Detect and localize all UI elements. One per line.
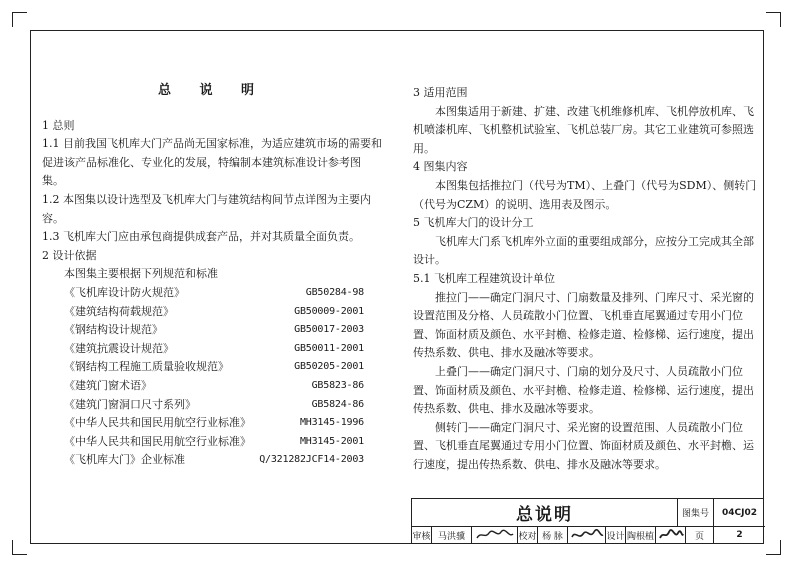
designer-signature-mark [658,529,684,541]
checker-signature-mark [570,529,604,541]
review-label: 审核 [412,527,432,543]
crop-mark-bottom-right [766,540,781,555]
standard-name: 《建筑门窗术语》 [64,378,152,392]
section-3-heading: 3 适用范围 [413,86,468,99]
standard-code: GB50011-2001 [294,342,364,354]
atlas-number: 04CJ02 [714,499,765,527]
reviewer-name: 马洪骥 [432,527,472,543]
standard-code: MH3145-2001 [299,435,364,447]
crop-mark-bottom-left [12,540,27,555]
standard-name: 《中华人民共和国民用航空行业标准》 [64,434,251,448]
standard-name: 《建筑门窗洞口尺寸系列》 [64,397,196,411]
section-1-heading: 1 总则 [42,118,75,132]
standard-code: GB50205-2001 [294,361,364,373]
page-title: 总 说 明 [157,83,267,98]
crop-mark-top-right [766,12,781,27]
section-5-heading: 5 飞机库大门的设计分工 [413,216,534,230]
atlas-label: 图集号 [678,499,714,527]
side-hinged-door-text: 侧转门——确定门洞尺寸、采光窗的设置范围、人员疏散小门位置、飞机垂直尾翼通过专用小门位置、饰面材质及颜色、水平封檐、运行速度，提出传热系数、供电、排水及融冰等要求。 [413,420,754,471]
standard-item [42,303,382,322]
sliding-door-text: 推拉门——确定门洞尺寸、门扇数量及排列、门库尺寸、采光窗的设置范围及分格、人员疏散小门位置、飞机垂直尾翼通过专用小门位置、饰面材质及颜色、水平封檐、检修走道、检修梯、运行速度，提出传热系数、供电、排水及融冰等要求。 [413,290,754,360]
clause-5-1: 5.1 飞机库工程建筑设计单位 [413,271,555,285]
standard-name: 《建筑抗震设计规范》 [64,341,174,355]
reviewer-signature-mark [475,529,515,541]
standard-item [42,340,382,359]
standard-name: 《飞机库大门》企业标准 [64,453,185,467]
standard-item [42,451,382,470]
standard-name: 《中华人民共和国民用航空行业标准》 [64,416,251,430]
left-column [42,58,382,470]
check-label: 校对 [518,527,538,543]
standard-name: 《建筑结构荷载规范》 [64,304,174,318]
standard-item [42,284,382,303]
checker-name: 杨 脉 [538,527,568,543]
standards-list [42,284,382,470]
stacking-door-text: 上叠门——确定门洞尺寸、门扇的划分及尺寸、人员疏散小门位置、饰面材质及颜色、水平封檐、检修走道、检修梯、运行速度，提出传热系数、供电、排水及融冰等要求。 [413,364,754,416]
standard-name: 《钢结构设计规范》 [64,323,163,337]
checker-signature [568,527,606,543]
title-block [411,498,764,544]
standard-code: MH3145-1996 [299,417,364,429]
section-5-text: 飞机库大门系飞机库外立面的重要组成部分，应按分工完成其全部设计。 [413,234,754,267]
section-2-heading: 2 设计依据 [42,248,97,262]
standard-item [42,433,382,452]
standard-code: GB50284-98 [305,286,364,298]
standard-code: GB5824-86 [311,398,364,410]
designer-signature [656,527,686,543]
design-label: 设计 [606,527,626,543]
standard-name: 《飞机库设计防火规范》 [64,285,185,299]
clause-1-2: 1.2 本图集以设计选型及飞机库大门与建筑结构间节点详图为主要内容。 [42,192,371,225]
page-label: 页 [686,527,714,543]
designer-name: 陶根植 [626,527,656,543]
page-number: 2 [736,530,743,540]
reviewer-signature [472,527,518,543]
standard-code: GB50017-2003 [294,324,364,336]
standard-code: GB50009-2001 [294,305,364,317]
standard-item [42,377,382,396]
clause-1-3: 1.3 飞机库大门应由承包商提供成套产品，并对其质量全面负责。 [42,230,360,244]
standard-item [42,396,382,415]
standard-name: 《钢结构工程施工质量验收规范》 [64,360,229,374]
standard-item [42,414,382,433]
title-block-title: 总说明 [412,499,678,527]
crop-mark-top-left [12,12,27,27]
right-column [413,84,763,474]
section-2-intro: 本图集主要根据下列规范和标准 [64,267,218,281]
standard-code: GB5823-86 [311,379,364,391]
section-3-text: 本图集适用于新建、扩建、改建飞机维修机库、飞机停放机库、飞机喷漆机库、飞机整机试验室、飞机总装厂房。其它工业建筑可参照选用。 [413,104,754,155]
clause-1-1: 1.1 目前我国飞机库大门产品尚无国家标准，为适应建筑市场的需要和促进该产品标准化、专业化的发展，特编制本建筑标准设计参考图集。 [42,137,382,188]
standard-item [42,321,382,340]
standard-item [42,358,382,377]
section-4-text: 本图集包括推拉门（代号为TM）、上叠门（代号为SDM）、侧转门（代号为CZM）的说明、选用表及图示。 [413,178,757,211]
standard-code: Q/321282JCF14-2003 [259,454,364,466]
section-4-heading: 4 图集内容 [413,160,468,174]
